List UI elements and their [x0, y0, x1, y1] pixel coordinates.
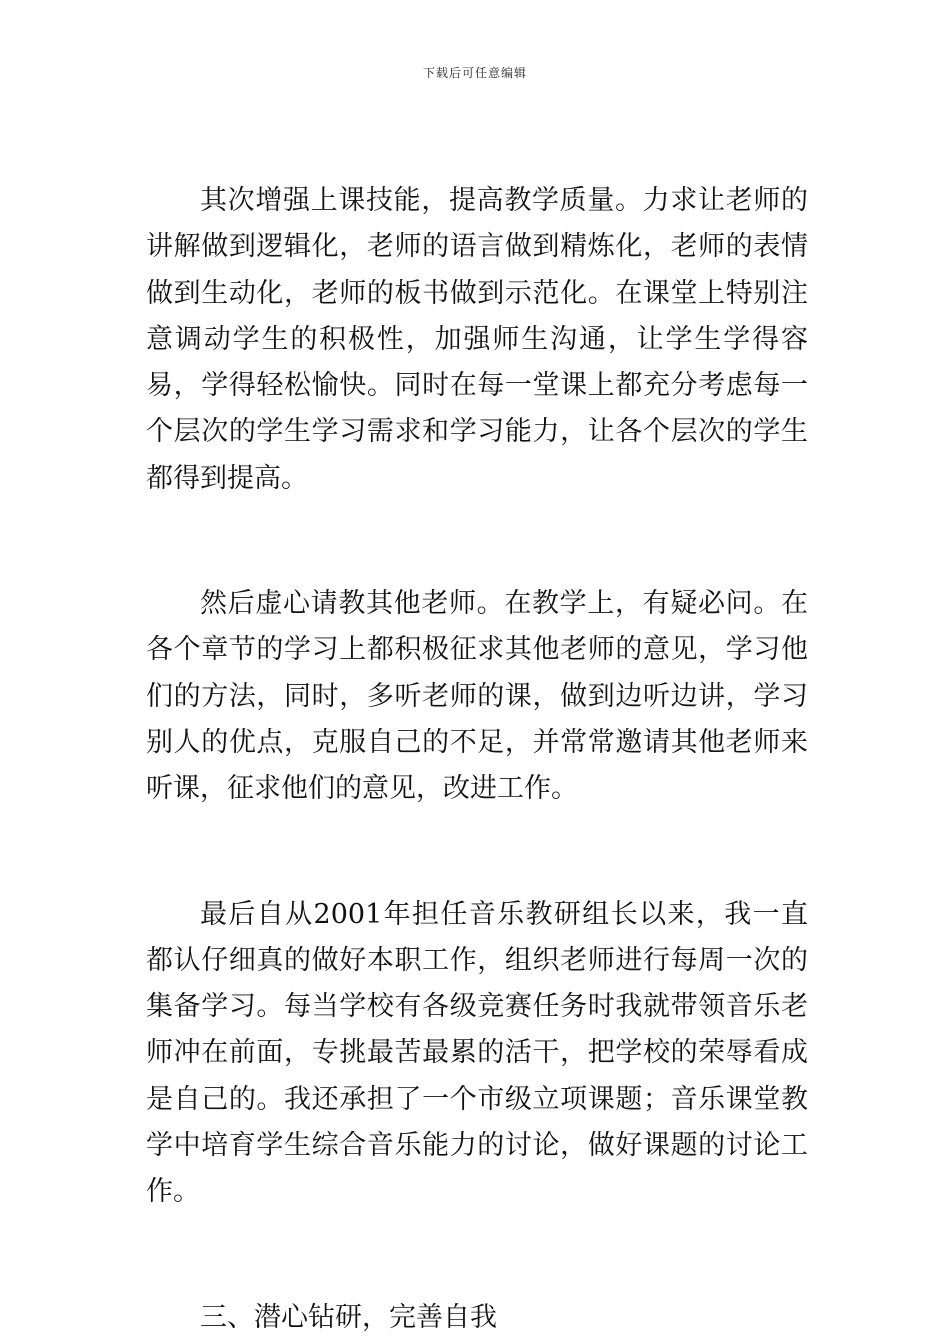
document-body — [146, 178, 808, 1341]
page-header-note: 下载后可任意编辑 — [422, 66, 527, 80]
paragraph-teaching-skills: 其次增强上课技能，提高教学质量。力求让老师的讲解做到逻辑化，老师的语言做到精炼化，老师的表情做到生动化，老师的板书做到示范化。在课堂上特别注意调动学生的积极性，加强师生沟通，让学生学得容易，学得轻松愉快。同时在每一堂课上都充分考虑每一个层次的学生学习需求和学习能力，让各个层次的学生都得到提高。 — [146, 185, 808, 494]
paragraph-consult-teachers: 然后虚心请教其他老师。在教学上，有疑必问。在各个章节的学习上都积极征求其他老师的意见，学习他们的方法，同时，多听老师的课，做到边听边讲，学习别人的优点，克服自己的不足，并常常邀请其他老师来听课，征求他们的意见，改进工作。 — [146, 588, 808, 805]
section-heading: 三、潜心钻研，完善自我 — [200, 1301, 497, 1333]
paragraph-music-group-leader: 最后自从2001年担任音乐教研组长以来，我一直都认仔细真的做好本职工作，组织老师进行每周一次的集备学习。每当学校有各级竞赛任务时我就带领音乐老师冲在前面，专挑最苦最累的活干，把学校的荣辱看成是自己的。我还承担了一个市级立项课题；音乐课堂教学中培育学生综合音乐能力的讨论，做好课题的讨论工作。 — [146, 898, 808, 1208]
